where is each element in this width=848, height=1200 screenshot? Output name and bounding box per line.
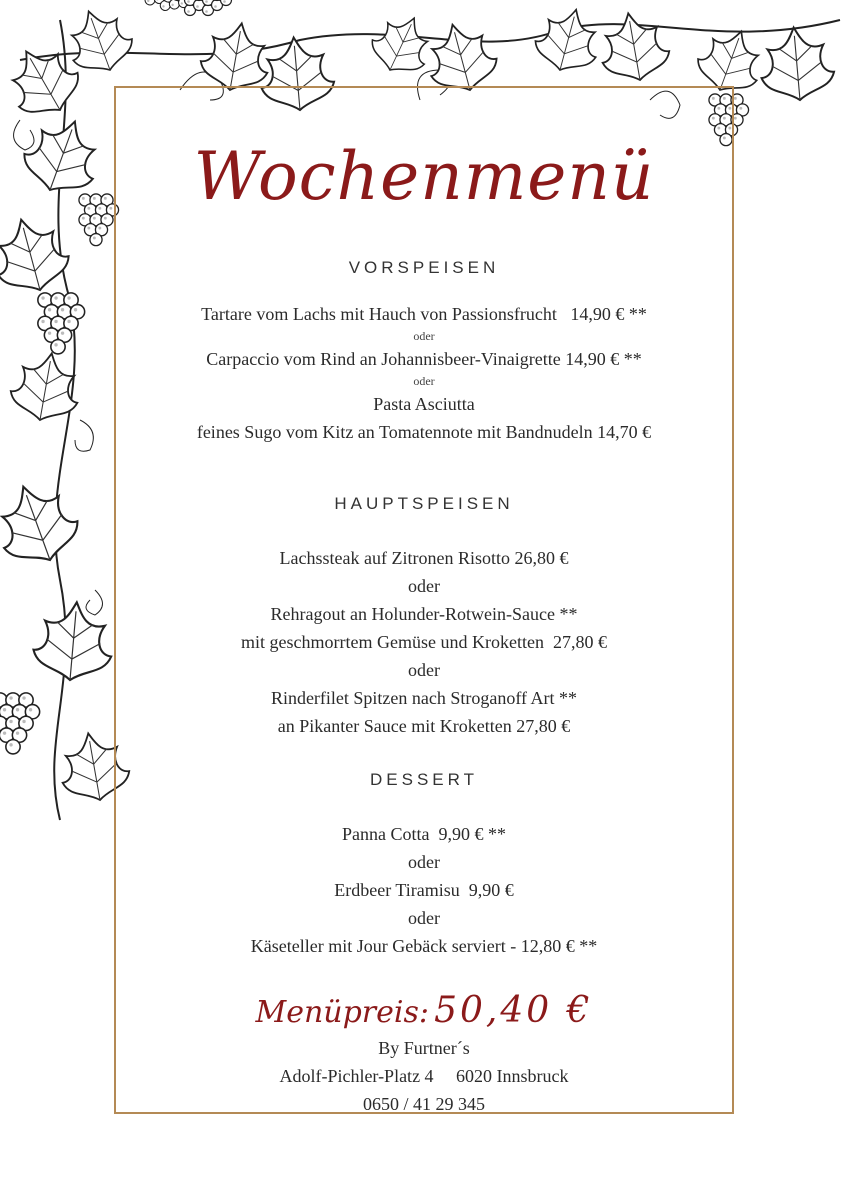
menu-item: Tartare vom Lachs mit Hauch von Passionsfrucht 14,90 € ** — [201, 304, 647, 324]
menu-item: Carpaccio vom Rind an Johannisbeer-Vinaigrette 14,90 € ** — [206, 349, 642, 369]
menu-separator: oder — [408, 576, 440, 596]
menu-separator: oder — [413, 329, 435, 343]
menu-separator: oder — [408, 852, 440, 872]
section-heading-dessert: DESSERT — [370, 770, 478, 789]
menu-item-description: mit geschmorrtem Gemüse und Kroketten 27,80 € — [241, 632, 607, 652]
menu-separator: oder — [408, 660, 440, 680]
menu-separator: oder — [408, 908, 440, 928]
vorspeisen-section — [114, 258, 734, 446]
menu-price — [114, 990, 734, 1031]
menu-price-value: 50,40 € — [434, 990, 593, 1031]
menu-price-label: Menüpreis: — [255, 995, 429, 1030]
menu-title: Wochenmenü — [193, 138, 655, 215]
hauptspeisen-section — [114, 494, 734, 740]
restaurant-address: Adolf-Pichler-Platz 4 6020 Innsbruck — [279, 1066, 569, 1086]
section-heading-hauptspeisen: HAUPTSPEISEN — [334, 494, 514, 513]
section-heading-vorspeisen: VORSPEISEN — [348, 258, 500, 277]
menu-item: Panna Cotta 9,90 € ** — [342, 824, 506, 844]
menu-item: Käseteller mit Jour Gebäck serviert - 12,80 € ** — [250, 936, 598, 956]
restaurant-name: By Furtner´s — [378, 1038, 470, 1058]
restaurant-footer — [114, 1034, 734, 1118]
menu-item: Pasta Asciutta — [373, 394, 475, 414]
menu-item: Rinderfilet Spitzen nach Stroganoff Art ** — [270, 688, 578, 708]
restaurant-phone: 0650 / 41 29 345 — [362, 1094, 485, 1114]
menu-item-description: feines Sugo vom Kitz an Tomatennote mit Bandnudeln 14,70 € — [196, 422, 652, 442]
menu-item: Erdbeer Tiramisu 9,90 € — [334, 880, 514, 900]
menu-item: Rehragout an Holunder-Rotwein-Sauce ** — [270, 604, 578, 624]
menu-separator: oder — [413, 374, 435, 388]
menu-item: Lachssteak auf Zitronen Risotto 26,80 € — [279, 548, 569, 568]
menu-item-description: an Pikanter Sauce mit Kroketten 27,80 € — [277, 716, 571, 736]
dessert-section — [114, 770, 734, 960]
